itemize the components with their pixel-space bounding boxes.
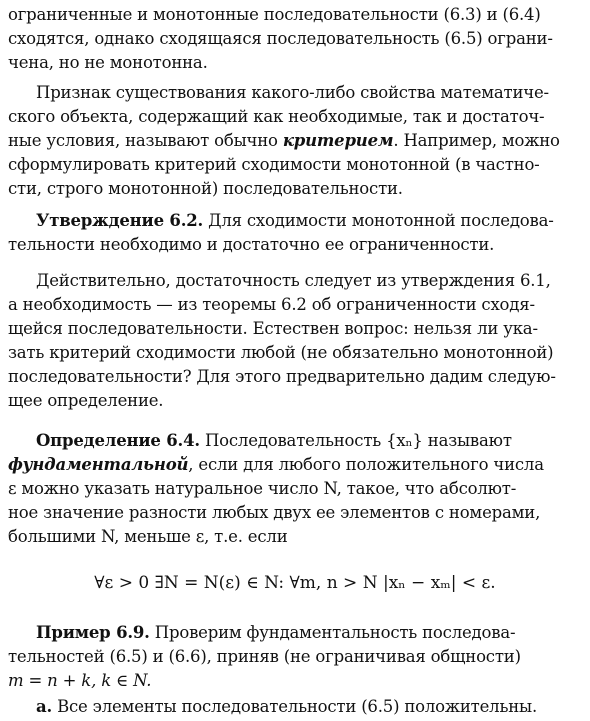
text-line: сформулировать критерий сходимости монотонной (в частно-: [8, 155, 540, 174]
text-line: зать критерий сходимости любой (не обязательно монотонной): [8, 343, 554, 362]
text-line: последовательности? Для этого предварительно дадим следую-: [8, 367, 556, 386]
text-line: [8, 454, 544, 476]
example-line: [36, 622, 515, 644]
text-line: [8, 130, 560, 152]
text-line: тельностей (6.5) и (6.6), приняв (не ограничивая общности): [8, 647, 521, 666]
term-fundamental: фундаментальной: [8, 455, 189, 474]
statement-label: Утверждение 6.2.: [36, 211, 204, 230]
text-line: ε можно указать натуральное число N, такое, что абсолют-: [8, 479, 517, 498]
text-fragment: , если для любого положительного числа: [188, 455, 544, 474]
text-line: щейся последовательности. Естествен вопрос: нельзя ли ука-: [8, 319, 538, 338]
text-fragment: Все элементы последовательности (6.5) положительны.: [52, 697, 538, 716]
item-line: [36, 696, 537, 718]
definition-label: Определение 6.4.: [36, 431, 200, 450]
text-line: m = n + k, k ∈ N.: [8, 671, 152, 690]
text-line: большими N, меньше ε, т.е. если: [8, 527, 288, 546]
text-line: Действительно, достаточность следует из утверждения 6.1,: [36, 271, 551, 290]
item-label: а.: [36, 697, 53, 716]
text-fragment: Проверим фундаментальность последова-: [149, 623, 516, 642]
text-line: ского объекта, содержащий как необходимые, так и достаточ-: [8, 107, 545, 126]
text-fragment: ные условия, называют обычно: [8, 131, 283, 150]
text-line: щее определение.: [8, 391, 164, 410]
definition-line: [36, 430, 512, 452]
text-line: ное значение разности любых двух ее элементов с номерами,: [8, 503, 541, 522]
text-fragment: Последовательность {xₙ} называют: [199, 431, 512, 450]
text-line: ограниченные и монотонные последовательности (6.3) и (6.4): [8, 5, 541, 24]
cauchy-formula: ∀ε > 0 ∃N = N(ε) ∈ N: ∀m, n > N |xₙ − xₘ| < ε.: [94, 573, 496, 593]
text-line: чена, но не монотонна.: [8, 53, 208, 72]
term-criterion: критерием: [282, 131, 394, 150]
text-line: сходятся, однако сходящаяся последовательность (6.5) ограни-: [8, 29, 553, 48]
text-line: тельности необходимо и достаточно ее ограниченности.: [8, 235, 495, 254]
example-label: Пример 6.9.: [36, 623, 150, 642]
text-line: сти, строго монотонной) последовательности.: [8, 179, 403, 198]
text-fragment: . Например, можно: [393, 131, 560, 150]
text-line: Признак существования какого-либо свойства математиче-: [36, 83, 549, 102]
statement-line: [36, 210, 554, 232]
text-line: а необходимость — из теоремы 6.2 об ограниченности сходя-: [8, 295, 535, 314]
text-fragment: Для сходимости монотонной последова-: [203, 211, 554, 230]
